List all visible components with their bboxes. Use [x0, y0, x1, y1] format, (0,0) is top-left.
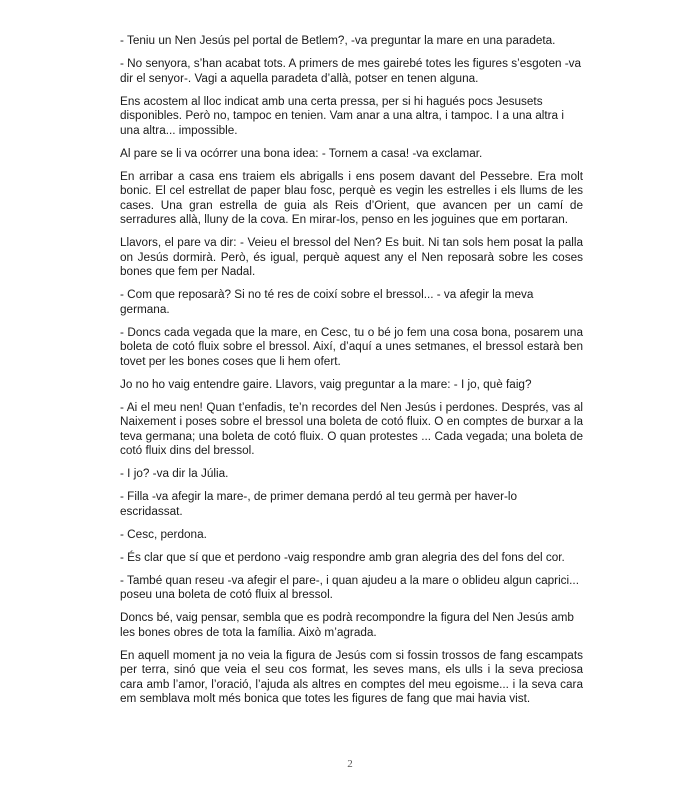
paragraph-7: - Com que reposarà? Si no té res de coixí sobre el bressol... - va afegir la meva germana. — [120, 288, 534, 316]
paragraph-2: - No senyora, s’han acabat tots. A primers de mes gairebé totes les figures s’esgoten -va dir el senyor-. Vagi a aquella paradeta d’allà, potser en tenen alguna. — [120, 57, 582, 85]
paragraph-9: Jo no ho vaig entendre gaire. Llavors, vaig preguntar a la mare: - I jo, què faig? — [120, 377, 532, 391]
paragraph-3: Ens acostem al lloc indicat amb una certa pressa, per si hi hagués pocs Jesusets disponibles. Però no, tampoc en tenien. Vam anar a una altra, i tampoc. I a una altra i una altra... impossible. — [120, 94, 564, 137]
paragraph-8: - Doncs cada vegada que la mare, en Cesc, tu o bé jo fem una cosa bona, posarem una boleta de cotó fluix sobre el bressol. Així, d’aquí a unes setmanes, el bressol estarà ben tovet per les bones coses que li hem ofert. — [120, 325, 583, 368]
paragraph-14: - És clar que sí que et perdono -vaig respondre amb gran alegria des del fons del cor. — [120, 550, 565, 564]
paragraph-16: Doncs bé, vaig pensar, sembla que es podrà recompondre la figura del Nen Jesús amb les bones obres de tota la família. Això m’agrada. — [120, 611, 574, 639]
page-body — [120, 34, 583, 715]
paragraph-13: - Cesc, perdona. — [120, 527, 207, 541]
paragraph-1: - Teniu un Nen Jesús pel portal de Betlem?, -va preguntar la mare en una paradeta. — [120, 34, 556, 47]
paragraph-11: - I jo? -va dir la Júlia. — [120, 467, 229, 480]
paragraph-15: - També quan reseu -va afegir el pare-, i quan ajudeu a la mare o oblideu algun caprici... poseu una boleta de cotó fluix al bressol. — [120, 573, 579, 601]
paragraph-10: - Ai el meu nen! Quan t’enfadis, te’n recordes del Nen Jesús i perdones. Després, vas al Naixement i poses sobre el bressol una boleta de cotó fluix. O en comptes de burxar a la teva germana; una boleta de cotó fluix. O quan protestes ... Cada vegada; una boleta de cotó fluix dins del bressol. — [120, 400, 583, 457]
paragraph-5: En arribar a casa ens traiem els abrigalls i ens posem davant del Pessebre. Era molt bonic. El cel estrellat de paper blau fosc, perquè es vegin les estrelles i els llums de les cases. Una gran estrella de guia als Reis d’Orient, que avancen per un camí de serradures allà, lluny de la cova. En mirar-los, penso en les joguines que em portaran. — [120, 169, 583, 226]
page-number: 2 — [347, 758, 353, 770]
paragraph-17: En aquell moment ja no veia la figura de Jesús com si fossin trossos de fang escampats per terra, sinó que veia el seu cos format, les seves mans, els ulls i la seva preciosa cara amb l’amor, l’oració, l’ajuda als altres en comptes del meu egoisme... i la seva cara em semblava molt més bonica que totes les figures de fang que mai havia vist. — [120, 648, 583, 705]
paragraph-6: Llavors, el pare va dir: - Veieu el bressol del Nen? Es buit. Ni tan sols hem posat la palla on Jesús dormirà. Però, és igual, perquè aquest any el Nen reposarà sobre les coses bones que fem per Nadal. — [120, 236, 583, 278]
paragraph-12: - Filla -va afegir la mare-, de primer demana perdó al teu germà per haver-lo escridassat. — [120, 490, 518, 518]
paragraph-4: Al pare se li va ocórrer una bona idea: - Tornem a casa! -va exclamar. — [120, 146, 483, 160]
